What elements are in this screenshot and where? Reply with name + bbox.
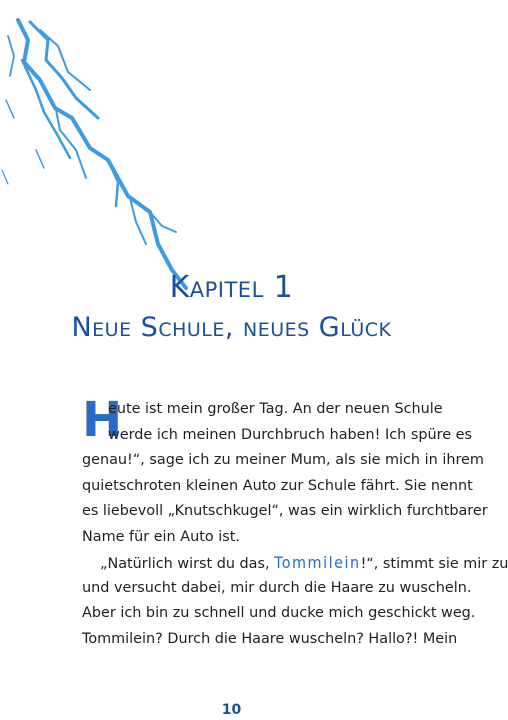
page-number: 10 [221, 702, 242, 718]
text-line: es liebevoll „Knutschkugel“, was ein wirklich furchtbarer [82, 503, 488, 519]
text-line: quietschroten kleinen Auto zur Schule fährt. Sie nennt [82, 477, 473, 494]
chapter-label: Kapitel 1 [169, 270, 294, 305]
body-text [82, 392, 508, 652]
text-segment: !“, stimmt sie mir zu [360, 556, 508, 572]
text-line [82, 550, 508, 576]
text-line: eute ist mein großer Tag. An der neuen Schule [108, 401, 443, 417]
text-line: genau!“, sage ich zu meiner Mum, als sie mich in ihrem [82, 452, 484, 468]
text-line: Aber ich bin zu schnell und ducke mich geschickt weg. [82, 605, 476, 621]
highlighted-name: Tommilein [274, 553, 361, 572]
text-line: werde ich meinen Durchbruch haben! Ich spüre es [108, 426, 472, 443]
text-segment: „Natürlich wirst du das, [100, 556, 275, 572]
text-line: und versucht dabei, mir durch die Haare zu wuscheln. [82, 579, 472, 596]
lightning-illustration [0, 0, 190, 290]
text-line: Tommilein? Durch die Haare wuscheln? Hallo?! Mein [82, 630, 458, 647]
text-line: Name für ein Auto ist. [82, 528, 240, 545]
drop-cap: H [82, 392, 123, 448]
chapter-title: Neue Schule, neues Glück [71, 312, 392, 343]
